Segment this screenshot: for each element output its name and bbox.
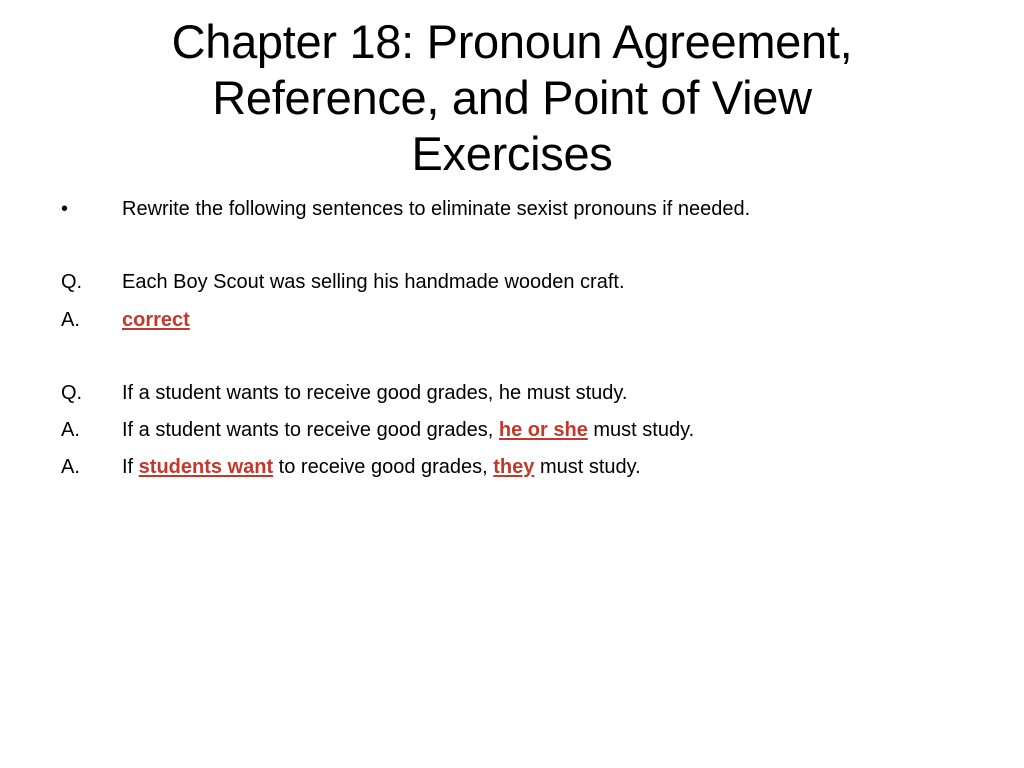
title-line-1: Chapter 18: Pronoun Agreement, bbox=[171, 15, 853, 68]
answer-text-part: to receive good grades, bbox=[273, 456, 494, 478]
title-line-2: Reference, and Point of View bbox=[212, 71, 812, 124]
answer-text-part: If a student wants to receive good grades, bbox=[122, 419, 499, 441]
instruction-row bbox=[0, 195, 1024, 223]
question-marker: Q. bbox=[61, 382, 83, 404]
answer-text-3 bbox=[122, 453, 641, 481]
answer-row-2 bbox=[0, 416, 1024, 444]
instruction-text: Rewrite the following sentences to eliminate sexist pronouns if needed. bbox=[122, 198, 751, 220]
highlighted-pronoun: they bbox=[493, 456, 535, 478]
bullet-marker: • bbox=[61, 198, 69, 220]
answer-text-1 bbox=[122, 306, 190, 334]
answer-row-3 bbox=[0, 453, 1024, 481]
answer-text-part: If bbox=[122, 456, 139, 478]
answer-text-2 bbox=[122, 416, 694, 444]
answer-marker: A. bbox=[61, 419, 80, 441]
answer-text-part: must study. bbox=[534, 456, 641, 478]
highlighted-subject: students want bbox=[138, 456, 274, 478]
answer-text-part: must study. bbox=[587, 419, 695, 441]
slide-title bbox=[40, 14, 984, 182]
answer-marker: A. bbox=[61, 309, 80, 331]
answer-marker: A. bbox=[61, 456, 80, 478]
highlighted-answer: correct bbox=[122, 309, 190, 331]
question-marker: Q. bbox=[61, 271, 83, 293]
answer-row-1 bbox=[0, 306, 1024, 334]
question-text-2: If a student wants to receive good grades, he must study. bbox=[122, 382, 628, 404]
title-line-3: Exercises bbox=[411, 127, 613, 180]
highlighted-pronoun: he or she bbox=[498, 419, 588, 441]
question-row-2 bbox=[0, 379, 1024, 407]
question-text-1: Each Boy Scout was selling his handmade wooden craft. bbox=[122, 271, 625, 293]
question-row-1 bbox=[0, 268, 1024, 296]
